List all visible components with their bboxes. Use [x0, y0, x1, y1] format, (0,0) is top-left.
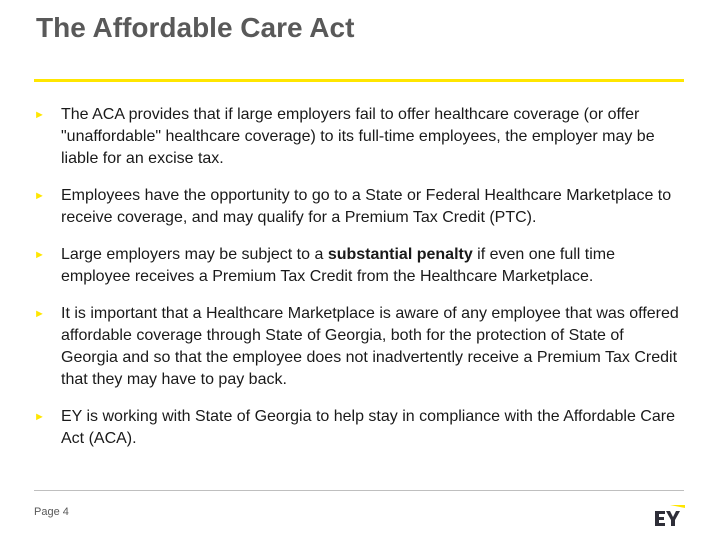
bullet-item [34, 185, 684, 229]
triangle-right-icon: ► [34, 249, 45, 261]
slide-title: The Affordable Care Act [36, 12, 355, 43]
ey-logo [655, 505, 685, 527]
bullet-text: EY is working with State of Georgia to help stay in compliance with the Affordable Care Act (ACA). [61, 408, 675, 447]
bullet-item [34, 406, 684, 450]
bullet-text-lead: Large employers may be subject to a [61, 246, 328, 263]
bullet-text: It is important that a Healthcare Marketplace is aware of any employee that was offered affordable coverage through State of Georgia, both for the protection of State of Georgia and so that the employee does not inadvertently receive a Premium Tax Credit that they may have to pay back. [61, 305, 679, 388]
bullet-text-tail: if even one full time employee receives a Premium Tax Credit from the Healthcare Marketplace. [61, 246, 616, 285]
triangle-right-icon: ► [34, 308, 45, 320]
penalty-emphasis: substantial penalty [327, 246, 473, 263]
triangle-right-icon: ► [34, 109, 45, 121]
bullet-text: Employees have the opportunity to go to a State or Federal Healthcare Marketplace to receive coverage, and may qualify for a Premium Tax Credit (PTC). [61, 187, 672, 226]
bullet-item [34, 104, 684, 170]
bullet-text [61, 246, 615, 285]
bullet-text: The ACA provides that if large employers fail to offer healthcare coverage (or offer "unaffordable" healthcare coverage) to its full-time employees, the employer may be liable for an excise tax. [61, 106, 655, 167]
bullet-list [34, 104, 684, 450]
bullet-item [34, 303, 684, 391]
triangle-right-icon: ► [34, 190, 45, 202]
title-accent-rule [34, 79, 684, 82]
bullet-item [34, 244, 684, 288]
triangle-right-icon: ► [34, 411, 45, 423]
footer-rule [34, 490, 684, 491]
page-number: Page 4 [34, 506, 69, 518]
